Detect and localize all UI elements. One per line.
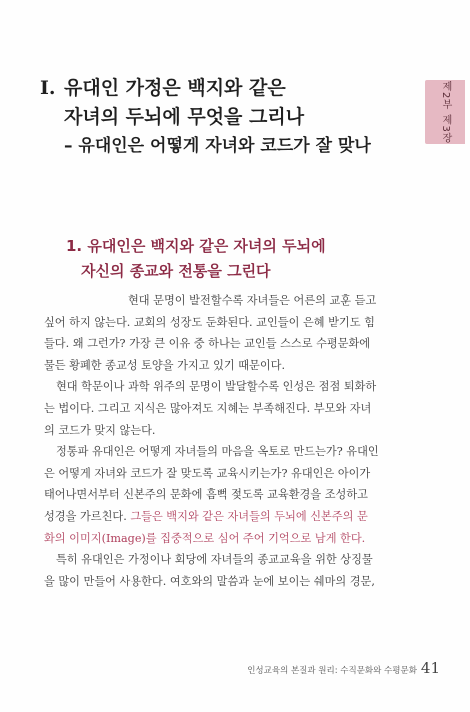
body-line	[44, 506, 416, 528]
chapter-side-tab	[425, 80, 465, 144]
running-footer-title: 인성교육의 본질과 원리: 수직문화와 수평문화	[247, 666, 417, 676]
body-line: 현대 문명이 발전할수록 자녀들은 어른의 교훈 듣고	[128, 294, 377, 307]
body-line: 는 법이다. 그리고 지식은 많아져도 지혜는 부족해진다. 부모와 자녀	[44, 401, 372, 415]
chapter-title	[40, 74, 420, 161]
section-heading-line-2: 자신의 종교와 전통을 그린다	[81, 262, 271, 280]
page-footer	[247, 659, 440, 677]
highlighted-text: 화의 이미지(Image)를 집중적으로 심어 주어 기억으로 남게 한다.	[44, 531, 366, 545]
body-line: 태어나면서부터 신본주의 문화에 흠뻑 젖도록 교육환경을 조성하고	[44, 488, 368, 502]
body-line: 은 어떻게 자녀와 코드가 잘 맞도록 교육시키는가? 유대인은 아이가	[44, 466, 371, 480]
chapter-title-line-2: 자녀의 두뇌에 무엇을 그리나	[64, 106, 305, 128]
section-heading-line-1: 1. 유대인은 백지와 같은 자녀의 두뇌에	[66, 237, 326, 255]
body-line: 특히 유대인은 가정이나 회당에 자녀들의 종교교육을 위한 상징물	[56, 553, 373, 567]
body-line: 현대 학문이나 과학 위주의 문명이 발달할수록 인성은 점점 퇴화하	[56, 380, 377, 394]
chapter-title-number: I.	[40, 77, 56, 99]
chapter-side-tab-label: 제2부 제3장	[440, 80, 451, 144]
body-line: 싶어 하지 않는다. 교회의 성장도 둔화된다. 교인들이 은혜 받기도 힘	[44, 315, 375, 329]
body-line: 정통파 유대인은 어떻게 자녀들의 마음을 옥토로 만드는가? 유대인	[56, 445, 379, 459]
body-line: 들다. 왜 그런가? 가장 큰 이유 중 하나는 교인들 스스로 수평문화에	[44, 337, 371, 351]
chapter-title-text-1: 유대인 가정은 백지와 같은	[64, 77, 286, 99]
chapter-title-line-1	[40, 74, 420, 103]
page-number: 41	[420, 659, 440, 677]
chapter-subtitle: – 유대인은 어떻게 자녀와 코드가 잘 맞나	[64, 136, 371, 156]
body-text	[44, 290, 416, 592]
body-line: 의 코드가 맞지 않는다.	[44, 423, 156, 437]
highlighted-text: 그들은 백지와 같은 자녀들의 두뇌에 신본주의 문	[130, 509, 368, 523]
body-line: 을 많이 만들어 사용한다. 여호와의 말씀과 눈에 보이는 쉐마의 경문,	[44, 574, 375, 588]
body-segment: 성경을 가르친다.	[44, 509, 131, 523]
body-line: 물든 황폐한 종교성 토양을 가지고 있기 때문이다.	[44, 358, 286, 372]
section-heading	[66, 234, 426, 284]
